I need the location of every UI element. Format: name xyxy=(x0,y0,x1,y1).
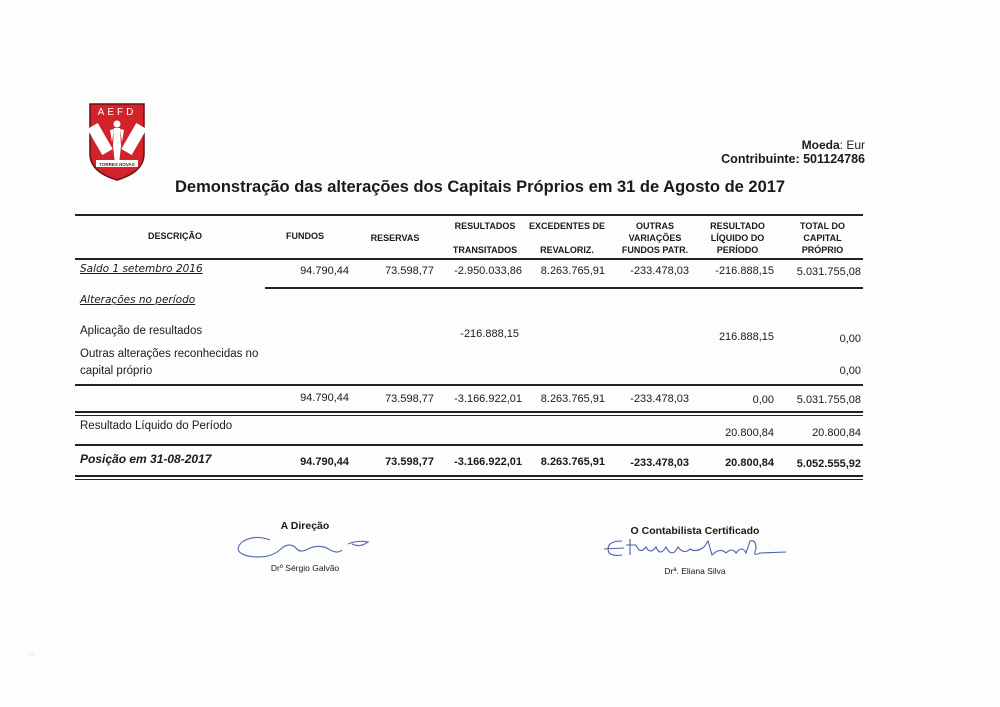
cell-outras-variacoes: -233.478,03 xyxy=(630,265,689,277)
double-rule xyxy=(75,479,863,480)
header-line: RESULTADO xyxy=(710,221,765,231)
signature-title-direcao: A Direção xyxy=(280,520,330,532)
header-line: CAPITAL xyxy=(803,233,842,243)
cell-resultados-transitados: -3.166.922,01 xyxy=(454,393,522,405)
organization-logo xyxy=(88,102,146,182)
row-label: Resultado Líquido do Período xyxy=(80,420,233,432)
cell-fundos: 94.790,44 xyxy=(300,392,349,404)
rule xyxy=(75,444,863,446)
cell-resultados-transitados: -2.950.033,86 xyxy=(454,265,522,277)
logo-letters: AEFD xyxy=(97,107,137,118)
header-line: REVALORIZ. xyxy=(540,245,594,255)
svg-text:TORRES NOVAS: TORRES NOVAS xyxy=(99,162,135,167)
rule xyxy=(75,384,863,386)
currency-label: Moeda: Eur xyxy=(801,138,865,152)
signature-name-contabilista: Drª. Eliana Silva xyxy=(664,566,726,576)
col-header-descricao: DESCRIÇÃO xyxy=(147,231,202,241)
header-line: RESULTADOS xyxy=(454,221,516,231)
cell-fundos: 94.790,44 xyxy=(300,456,349,468)
header-line: OUTRAS xyxy=(636,221,674,231)
col-header-resultado-liquido xyxy=(695,220,780,256)
cell-total: 0,00 xyxy=(839,333,861,345)
header-line: TRANSITADOS xyxy=(452,245,518,255)
cell-resultado-liquido: -216.888,15 xyxy=(715,265,774,277)
rule xyxy=(265,287,863,289)
double-rule xyxy=(75,411,863,413)
cell-outras-variacoes: -233.478,03 xyxy=(630,457,689,469)
col-header-outras-variacoes xyxy=(610,220,700,256)
scan-mark: ∴ xyxy=(30,651,35,658)
cell-total: 5.031.755,08 xyxy=(796,394,861,406)
cell-resultado-liquido: 20.800,84 xyxy=(725,457,774,469)
signature-title-contabilista: O Contabilista Certificado xyxy=(630,525,760,537)
col-header-reservas: RESERVAS xyxy=(370,233,420,243)
cell-reservas: 73.598,77 xyxy=(385,456,434,468)
row-label: Saldo 1 setembro 2016 xyxy=(80,263,203,275)
row-label: Aplicação de resultados xyxy=(80,325,203,337)
taxpayer-number: Contribuinte: 501124786 xyxy=(721,152,865,166)
signature-direcao xyxy=(230,530,380,565)
header-line: EXCEDENTES DE xyxy=(528,221,606,231)
signature-contabilista xyxy=(600,535,790,567)
cell-resultado-liquido: 216.888,15 xyxy=(718,331,774,343)
cell-excedentes: 8.263.765,91 xyxy=(540,456,605,468)
cell-reservas: 73.598,77 xyxy=(385,265,434,277)
cell-resultado-liquido: 20.800,84 xyxy=(725,427,774,439)
header-bottom-rule xyxy=(75,258,863,260)
signature-name-direcao: Drº Sérgio Galvão xyxy=(270,563,340,573)
double-rule xyxy=(75,415,863,416)
cell-total: 20.800,84 xyxy=(812,427,861,439)
cell-resultados-transitados: -216.888,15 xyxy=(460,328,519,340)
header-line: PERÍODO xyxy=(716,245,759,255)
header-line: LÍQUIDO DO xyxy=(710,233,765,243)
row-label: capital próprio xyxy=(80,365,153,377)
col-header-fundos: FUNDOS xyxy=(286,231,324,241)
cell-total: 5.052.555,92 xyxy=(796,458,861,470)
cell-reservas: 73.598,77 xyxy=(385,393,434,405)
table-top-rule xyxy=(75,214,863,216)
document-title: Demonstração das alterações dos Capitais Próprios em 31 de Agosto de 2017 xyxy=(175,178,786,196)
row-label: Posição em 31-08-2017 xyxy=(80,452,212,466)
cell-resultados-transitados: -3.166.922,01 xyxy=(454,456,522,468)
section-label-alteracoes: Alterações no período xyxy=(80,294,196,306)
header-line: TOTAL DO xyxy=(800,221,845,231)
col-header-total xyxy=(785,220,860,256)
header-line: PRÓPRIO xyxy=(801,245,844,255)
scan-mark: · xyxy=(322,38,325,45)
cell-excedentes: 8.263.765,91 xyxy=(540,265,605,277)
header-line: VARIAÇÕES xyxy=(628,233,682,243)
double-rule xyxy=(75,475,863,477)
cell-total: 5.031.755,08 xyxy=(796,266,861,278)
header-line: FUNDOS PATR. xyxy=(621,245,689,255)
cell-outras-variacoes: -233.478,03 xyxy=(630,393,689,405)
row-label: Outras alterações reconhecidas no xyxy=(80,348,259,360)
cell-excedentes: 8.263.765,91 xyxy=(540,393,605,405)
cell-total: 0,00 xyxy=(839,365,861,377)
cell-resultado-liquido: 0,00 xyxy=(752,394,774,406)
col-header-resultados-transitados xyxy=(440,220,530,256)
col-header-excedentes xyxy=(522,220,612,256)
cell-fundos: 94.790,44 xyxy=(300,265,349,277)
